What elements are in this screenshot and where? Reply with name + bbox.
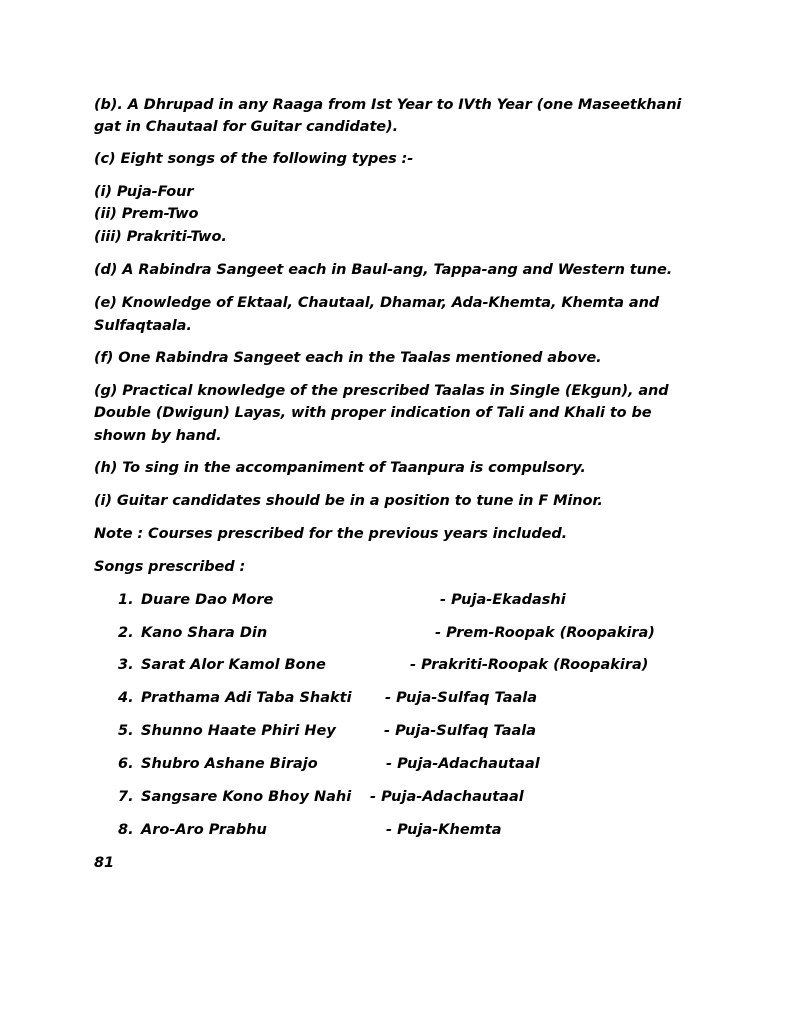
item-b-line-1: (b). A Dhrupad in any Raaga from Ist Year to IVth Year (one Maseetkhani <box>94 97 682 113</box>
item-f: (f) One Rabindra Sangeet each in the Taalas mentioned above. <box>94 350 602 366</box>
item-c: (c) Eight songs of the following types :- <box>94 151 414 167</box>
note: Note : Courses prescribed for the previous years included. <box>94 526 568 542</box>
song-taal: - Prakriti-Roopak (Roopakira) <box>410 657 649 673</box>
song-taal: - Puja-Khemta <box>386 822 502 838</box>
item-c-ii: (ii) Prem-Two <box>94 206 199 222</box>
song-number: 5. <box>118 723 134 739</box>
song-taal: - Puja-Adachautaal <box>386 756 540 772</box>
song-number: 4. <box>118 690 134 706</box>
song-taal: - Puja-Sulfaq Taala <box>384 723 537 739</box>
song-taal: - Puja-Adachautaal <box>370 789 524 805</box>
song-title: Sangsare Kono Bhoy Nahi <box>141 789 352 805</box>
song-title: Sarat Alor Kamol Bone <box>141 657 326 673</box>
song-taal: - Puja-Ekadashi <box>440 592 566 608</box>
song-taal: - Prem-Roopak (Roopakira) <box>435 625 655 641</box>
song-title: Duare Dao More <box>141 592 274 608</box>
item-e-line-1: (e) Knowledge of Ektaal, Chautaal, Dhamar, Ada-Khemta, Khemta and <box>94 295 660 311</box>
item-c-iii: (iii) Prakriti-Two. <box>94 229 227 245</box>
item-g-line-1: (g) Practical knowledge of the prescribed Taalas in Single (Ekgun), and <box>94 383 669 399</box>
item-c-i: (i) Puja-Four <box>94 184 194 200</box>
song-number: 2. <box>118 625 134 641</box>
song-number: 6. <box>118 756 134 772</box>
item-b-line-2: gat in Chautaal for Guitar candidate). <box>94 119 398 135</box>
songs-heading: Songs prescribed : <box>94 559 246 575</box>
song-title: Aro-Aro Prabhu <box>141 822 267 838</box>
song-title: Kano Shara Din <box>141 625 268 641</box>
item-g-line-2: Double (Dwigun) Layas, with proper indication of Tali and Khali to be <box>94 405 652 421</box>
song-number: 7. <box>118 789 134 805</box>
page-number: 81 <box>94 855 114 871</box>
item-i: (i) Guitar candidates should be in a position to tune in F Minor. <box>94 493 603 509</box>
song-title: Shunno Haate Phiri Hey <box>141 723 336 739</box>
item-h: (h) To sing in the accompaniment of Taanpura is compulsory. <box>94 460 586 476</box>
item-d: (d) A Rabindra Sangeet each in Baul-ang, Tappa-ang and Western tune. <box>94 262 673 278</box>
item-e-line-2: Sulfaqtaala. <box>94 318 192 334</box>
song-number: 3. <box>118 657 134 673</box>
item-g-line-3: shown by hand. <box>94 428 222 444</box>
song-number: 8. <box>118 822 134 838</box>
song-title: Shubro Ashane Birajo <box>141 756 318 772</box>
song-taal: - Puja-Sulfaq Taala <box>385 690 538 706</box>
song-title: Prathama Adi Taba Shakti <box>141 690 352 706</box>
song-number: 1. <box>118 592 134 608</box>
